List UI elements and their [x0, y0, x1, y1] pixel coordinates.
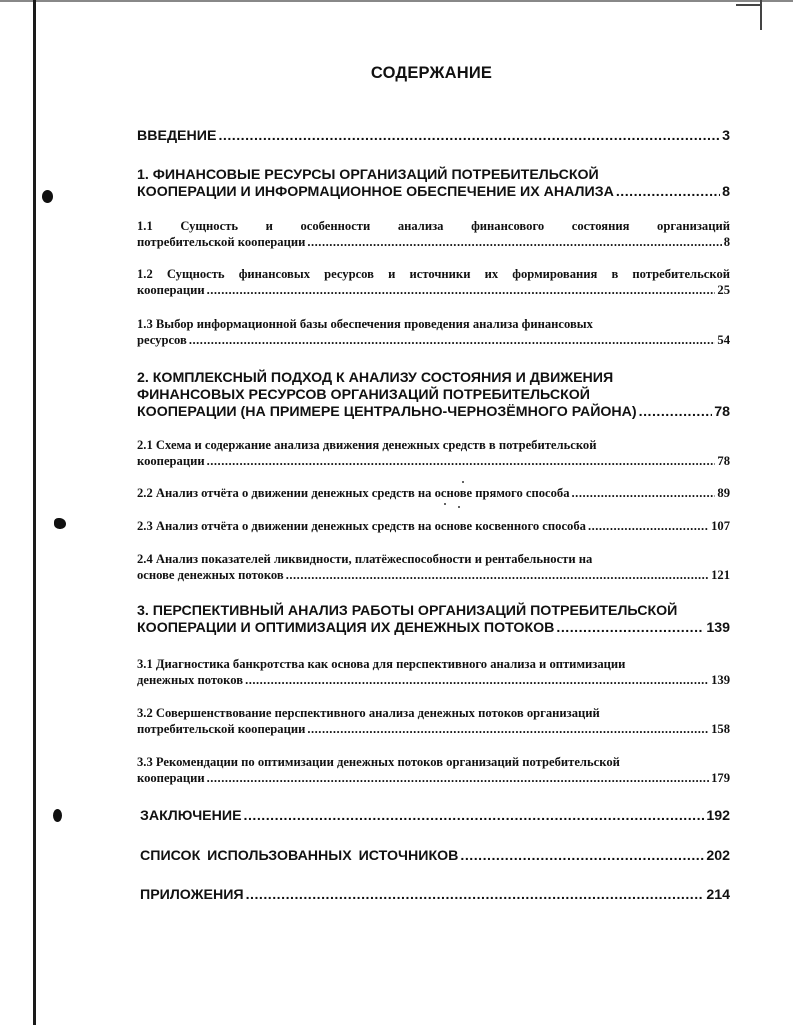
toc-entry-text: КООПЕРАЦИИ И ОПТИМИЗАЦИЯ ИХ ДЕНЕЖНЫХ ПОТОКОВ — [137, 620, 555, 636]
toc-entry-text: КООПЕРАЦИИ (НА ПРИМЕРЕ ЦЕНТРАЛЬНО-ЧЕРНОЗЁМНОГО РАЙОНА) — [137, 404, 637, 420]
toc-page-number: 8 — [723, 235, 730, 249]
toc-page-number: 89 — [717, 486, 730, 500]
toc-entry-section-3-2[interactable] — [137, 705, 730, 737]
toc-page-number: 202 — [706, 848, 730, 864]
toc-entry-line: 3.2 Совершенствование перспективного анализа денежных потоков организаций — [137, 706, 600, 720]
toc-entry-text: ПРИЛОЖЕНИЯ — [140, 887, 244, 903]
toc-entry-text: денежных потоков — [137, 673, 244, 687]
toc-entry-line: 2.1 Схема и содержание анализа движения денежных средств в потребительской — [137, 438, 597, 452]
toc-page-number: 25 — [717, 283, 730, 297]
toc-entry-text: кооперации — [137, 454, 205, 468]
leader-dots — [572, 485, 716, 501]
toc-entry-line: 2. КОМПЛЕКСНЫЙ ПОДХОД К АНАЛИЗУ СОСТОЯНИЯ И ДВИЖЕНИЯ — [137, 370, 614, 386]
leader-dots — [307, 234, 721, 250]
leader-dots — [588, 518, 709, 534]
toc-page-number: 158 — [711, 722, 730, 736]
toc-page-number: 78 — [717, 454, 730, 468]
scan-left-edge — [33, 0, 36, 1025]
scan-speck — [462, 481, 464, 483]
toc-entry-section-1-2[interactable] — [137, 266, 730, 298]
leader-dots — [246, 887, 705, 904]
leader-dots — [556, 620, 704, 637]
leader-dots — [616, 184, 720, 201]
toc-page-number: 3 — [722, 128, 730, 144]
toc-entry-text: СПИСОК ИСПОЛЬЗОВАННЫХ ИСТОЧНИКОВ — [140, 848, 459, 864]
toc-entry-line: 3. ПЕРСПЕКТИВНЫЙ АНАЛИЗ РАБОТЫ ОРГАНИЗАЦИЙ ПОТРЕБИТЕЛЬСКОЙ — [137, 603, 678, 619]
toc-entry-chapter-1[interactable] — [137, 167, 730, 201]
toc-title: СОДЕРЖАНИЕ — [370, 64, 493, 82]
toc-page-number: 214 — [706, 887, 730, 903]
toc-entry-section-2-1[interactable] — [137, 437, 730, 469]
toc-entry-section-2-2[interactable] — [137, 485, 730, 501]
leader-dots — [460, 848, 704, 865]
toc-entry-section-3-3[interactable] — [137, 754, 730, 786]
toc-entry-line: 1. ФИНАНСОВЫЕ РЕСУРСЫ ОРГАНИЗАЦИЙ ПОТРЕБИТЕЛЬСКОЙ — [137, 167, 599, 183]
toc-entry-section-2-4[interactable] — [137, 551, 730, 583]
toc-entry-section-3-1[interactable] — [137, 656, 730, 688]
toc-entry-text: основе денежных потоков — [137, 568, 284, 582]
toc-entry-line: 2.4 Анализ показателей ликвидности, платёжеспособности и рентабельности на — [137, 552, 593, 566]
punch-hole-mark — [42, 190, 53, 203]
toc-entry-section-1-1[interactable] — [137, 218, 730, 250]
toc-entry-text: кооперации — [137, 771, 205, 785]
toc-entry-line: 3.1 Диагностика банкротства как основа для перспективного анализа и оптимизации — [137, 657, 626, 671]
leader-dots — [244, 808, 705, 825]
toc-entry-text: 2.3 Анализ отчёта о движении денежных средств на основе косвенного способа — [137, 519, 586, 533]
toc-entry-text: ВВЕДЕНИЕ — [137, 128, 217, 144]
toc-page-number: 179 — [711, 771, 730, 785]
toc-entry-text: потребительской кооперации — [137, 235, 306, 249]
leader-dots — [307, 721, 709, 737]
scan-speck — [458, 506, 460, 508]
toc-entry-section-1-3[interactable] — [137, 316, 730, 348]
toc-page-number: 121 — [711, 568, 730, 582]
toc-page-number: 54 — [717, 333, 730, 347]
leader-dots — [218, 128, 720, 145]
toc-entry-text: 2.2 Анализ отчёта о движении денежных средств на основе прямого способа — [137, 486, 570, 500]
toc-entry-line: 1.2 Сущность финансовых ресурсов и источники их формирования в потребительской — [137, 267, 730, 281]
punch-hole-mark — [54, 518, 66, 529]
scan-top-edge — [0, 0, 793, 2]
toc-entry-text: потребительской кооперации — [137, 722, 306, 736]
toc-page-number: 192 — [706, 808, 730, 824]
toc-page-number: 139 — [711, 673, 730, 687]
leader-dots — [189, 332, 716, 348]
toc-entry-conclusion[interactable] — [140, 808, 730, 825]
toc-entry-chapter-3[interactable] — [137, 603, 730, 637]
scan-speck — [444, 503, 446, 505]
leader-dots — [639, 404, 713, 421]
leader-dots — [207, 453, 716, 469]
toc-entry-text: ЗАКЛЮЧЕНИЕ — [140, 808, 242, 824]
toc-page-number: 139 — [706, 620, 730, 636]
leader-dots — [286, 567, 709, 583]
scan-corner-mark-h — [736, 4, 762, 6]
leader-dots — [245, 672, 709, 688]
toc-entry-line: ФИНАНСОВЫХ РЕСУРСОВ ОРГАНИЗАЦИЙ ПОТРЕБИТЕЛЬСКОЙ — [137, 387, 591, 403]
leader-dots — [207, 770, 710, 786]
leader-dots — [207, 282, 716, 298]
toc-entry-text: кооперации — [137, 283, 205, 297]
toc-entry-introduction[interactable] — [137, 128, 730, 145]
toc-page-number: 78 — [714, 404, 730, 420]
toc-page-number: 8 — [722, 184, 730, 200]
toc-entry-appendices[interactable] — [140, 887, 730, 904]
toc-entry-line: 3.3 Рекомендации по оптимизации денежных потоков организаций потребительской — [137, 755, 620, 769]
toc-entry-text: ресурсов — [137, 333, 187, 347]
toc-entry-section-2-3[interactable] — [137, 518, 730, 534]
toc-page-number: 107 — [711, 519, 730, 533]
toc-entry-line: 1.3 Выбор информационной базы обеспечения проведения анализа финансовых — [137, 317, 593, 331]
punch-hole-mark — [53, 809, 62, 822]
toc-entry-references[interactable] — [140, 848, 730, 865]
toc-entry-line: 1.1 Сущность и особенности анализа финансового состояния организаций — [137, 219, 730, 233]
toc-entry-chapter-2[interactable] — [137, 370, 730, 421]
toc-entry-text: КООПЕРАЦИИ И ИНФОРМАЦИОННОЕ ОБЕСПЕЧЕНИЕ ИХ АНАЛИЗА — [137, 184, 614, 200]
